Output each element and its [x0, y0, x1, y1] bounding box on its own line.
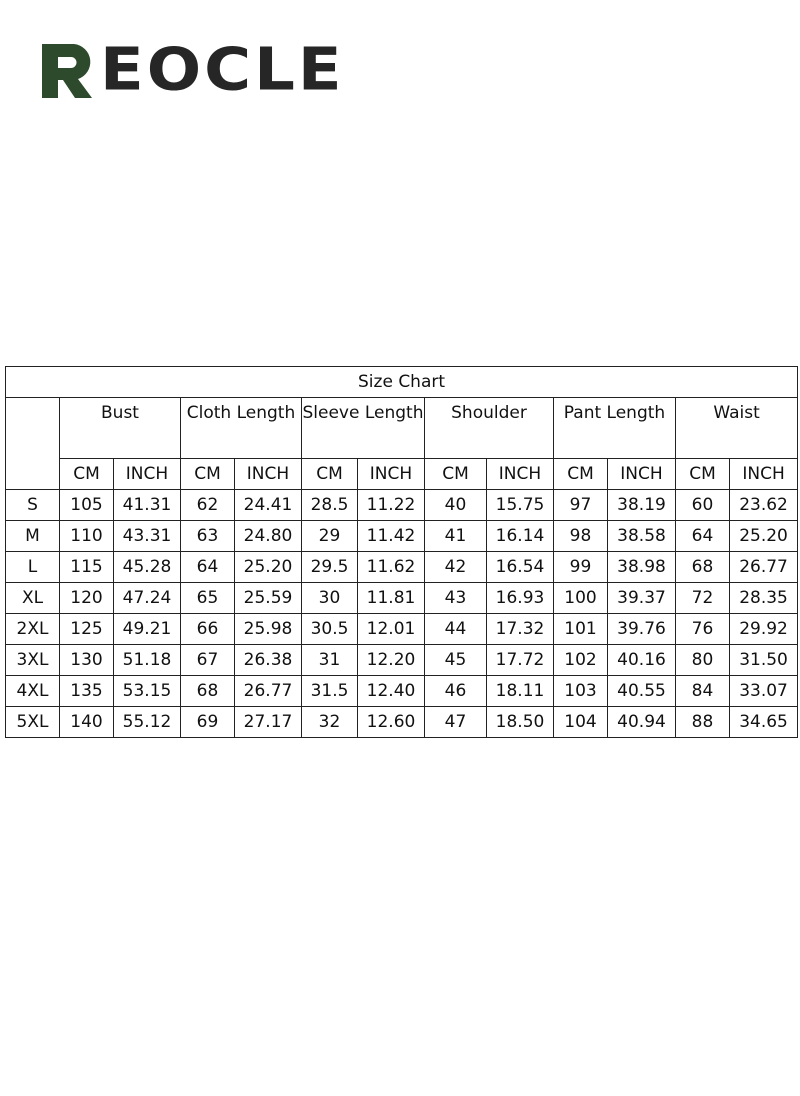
table-row	[6, 614, 798, 645]
unit-inch: INCH	[487, 459, 554, 490]
cm-value-cell: 45	[425, 645, 487, 676]
cm-value-cell: 41	[425, 521, 487, 552]
cm-value-cell: 72	[676, 583, 730, 614]
cm-value-cell: 102	[554, 645, 608, 676]
size-chart-table	[5, 366, 798, 738]
inch-value-cell: 47.24	[114, 583, 181, 614]
header-pant-length: Pant Length	[554, 398, 676, 459]
cm-value-cell: 47	[425, 707, 487, 738]
cm-value-cell: 103	[554, 676, 608, 707]
cm-value-cell: 46	[425, 676, 487, 707]
inch-value-cell: 25.20	[235, 552, 302, 583]
table-row	[6, 490, 798, 521]
table-row	[6, 707, 798, 738]
inch-value-cell: 26.38	[235, 645, 302, 676]
cm-value-cell: 64	[181, 552, 235, 583]
size-label: 2XL	[6, 614, 60, 645]
cm-value-cell: 98	[554, 521, 608, 552]
cm-value-cell: 68	[181, 676, 235, 707]
inch-value-cell: 40.55	[608, 676, 676, 707]
inch-value-cell: 31.50	[730, 645, 798, 676]
cm-value-cell: 105	[60, 490, 114, 521]
unit-inch: INCH	[608, 459, 676, 490]
size-label: XL	[6, 583, 60, 614]
inch-value-cell: 40.16	[608, 645, 676, 676]
table-row	[6, 676, 798, 707]
size-label: 4XL	[6, 676, 60, 707]
inch-value-cell: 18.11	[487, 676, 554, 707]
inch-value-cell: 15.75	[487, 490, 554, 521]
cm-value-cell: 84	[676, 676, 730, 707]
cm-value-cell: 29	[302, 521, 358, 552]
cm-value-cell: 68	[676, 552, 730, 583]
header-bust: Bust	[60, 398, 181, 459]
size-label: S	[6, 490, 60, 521]
cm-value-cell: 28.5	[302, 490, 358, 521]
inch-value-cell: 24.41	[235, 490, 302, 521]
unit-cm: CM	[60, 459, 114, 490]
cm-value-cell: 40	[425, 490, 487, 521]
inch-value-cell: 51.18	[114, 645, 181, 676]
unit-header-row	[6, 459, 798, 490]
inch-value-cell: 12.60	[358, 707, 425, 738]
size-label: 3XL	[6, 645, 60, 676]
unit-inch: INCH	[730, 459, 798, 490]
title-row	[6, 367, 798, 398]
cm-value-cell: 97	[554, 490, 608, 521]
r-logo-icon	[38, 40, 98, 100]
inch-value-cell: 38.98	[608, 552, 676, 583]
inch-value-cell: 34.65	[730, 707, 798, 738]
size-chart-title: Size Chart	[6, 367, 798, 398]
cm-value-cell: 32	[302, 707, 358, 738]
inch-value-cell: 25.98	[235, 614, 302, 645]
cm-value-cell: 110	[60, 521, 114, 552]
inch-value-cell: 12.20	[358, 645, 425, 676]
cm-value-cell: 62	[181, 490, 235, 521]
size-label: M	[6, 521, 60, 552]
unit-cm: CM	[676, 459, 730, 490]
group-header-row	[6, 398, 798, 459]
inch-value-cell: 29.92	[730, 614, 798, 645]
unit-cm: CM	[425, 459, 487, 490]
cm-value-cell: 76	[676, 614, 730, 645]
cm-value-cell: 80	[676, 645, 730, 676]
inch-value-cell: 41.31	[114, 490, 181, 521]
inch-value-cell: 11.81	[358, 583, 425, 614]
cm-value-cell: 31.5	[302, 676, 358, 707]
inch-value-cell: 27.17	[235, 707, 302, 738]
brand-wordmark: EOCLE	[100, 35, 345, 105]
inch-value-cell: 12.40	[358, 676, 425, 707]
inch-value-cell: 33.07	[730, 676, 798, 707]
cm-value-cell: 30.5	[302, 614, 358, 645]
cm-value-cell: 65	[181, 583, 235, 614]
cm-value-cell: 29.5	[302, 552, 358, 583]
inch-value-cell: 23.62	[730, 490, 798, 521]
inch-value-cell: 11.42	[358, 521, 425, 552]
cm-value-cell: 66	[181, 614, 235, 645]
inch-value-cell: 45.28	[114, 552, 181, 583]
inch-value-cell: 43.31	[114, 521, 181, 552]
cm-value-cell: 30	[302, 583, 358, 614]
unit-cm: CM	[302, 459, 358, 490]
inch-value-cell: 24.80	[235, 521, 302, 552]
inch-value-cell: 49.21	[114, 614, 181, 645]
cm-value-cell: 101	[554, 614, 608, 645]
table-row	[6, 645, 798, 676]
cm-value-cell: 67	[181, 645, 235, 676]
inch-value-cell: 25.20	[730, 521, 798, 552]
header-shoulder: Shoulder	[425, 398, 554, 459]
cm-value-cell: 99	[554, 552, 608, 583]
size-label: 5XL	[6, 707, 60, 738]
header-sleeve-length: Sleeve Length	[302, 398, 425, 459]
inch-value-cell: 17.72	[487, 645, 554, 676]
inch-value-cell: 25.59	[235, 583, 302, 614]
inch-value-cell: 12.01	[358, 614, 425, 645]
inch-value-cell: 18.50	[487, 707, 554, 738]
size-label: L	[6, 552, 60, 583]
inch-value-cell: 38.19	[608, 490, 676, 521]
inch-value-cell: 16.14	[487, 521, 554, 552]
inch-value-cell: 53.15	[114, 676, 181, 707]
header-waist: Waist	[676, 398, 798, 459]
cm-value-cell: 44	[425, 614, 487, 645]
cm-value-cell: 42	[425, 552, 487, 583]
brand-logo	[38, 35, 345, 105]
inch-value-cell: 39.37	[608, 583, 676, 614]
inch-value-cell: 40.94	[608, 707, 676, 738]
cm-value-cell: 125	[60, 614, 114, 645]
unit-cm: CM	[554, 459, 608, 490]
inch-value-cell: 26.77	[235, 676, 302, 707]
unit-cm: CM	[181, 459, 235, 490]
header-cloth-length: Cloth Length	[181, 398, 302, 459]
inch-value-cell: 28.35	[730, 583, 798, 614]
inch-value-cell: 16.54	[487, 552, 554, 583]
cm-value-cell: 120	[60, 583, 114, 614]
cm-value-cell: 104	[554, 707, 608, 738]
cm-value-cell: 135	[60, 676, 114, 707]
cm-value-cell: 43	[425, 583, 487, 614]
cm-value-cell: 63	[181, 521, 235, 552]
cm-value-cell: 115	[60, 552, 114, 583]
corner-cell	[6, 398, 60, 490]
inch-value-cell: 55.12	[114, 707, 181, 738]
unit-inch: INCH	[235, 459, 302, 490]
inch-value-cell: 38.58	[608, 521, 676, 552]
cm-value-cell: 100	[554, 583, 608, 614]
cm-value-cell: 130	[60, 645, 114, 676]
table-row	[6, 583, 798, 614]
unit-inch: INCH	[358, 459, 425, 490]
inch-value-cell: 39.76	[608, 614, 676, 645]
cm-value-cell: 31	[302, 645, 358, 676]
unit-inch: INCH	[114, 459, 181, 490]
inch-value-cell: 11.62	[358, 552, 425, 583]
inch-value-cell: 11.22	[358, 490, 425, 521]
table-row	[6, 552, 798, 583]
cm-value-cell: 60	[676, 490, 730, 521]
inch-value-cell: 26.77	[730, 552, 798, 583]
cm-value-cell: 69	[181, 707, 235, 738]
inch-value-cell: 16.93	[487, 583, 554, 614]
cm-value-cell: 64	[676, 521, 730, 552]
table-row	[6, 521, 798, 552]
cm-value-cell: 88	[676, 707, 730, 738]
cm-value-cell: 140	[60, 707, 114, 738]
inch-value-cell: 17.32	[487, 614, 554, 645]
